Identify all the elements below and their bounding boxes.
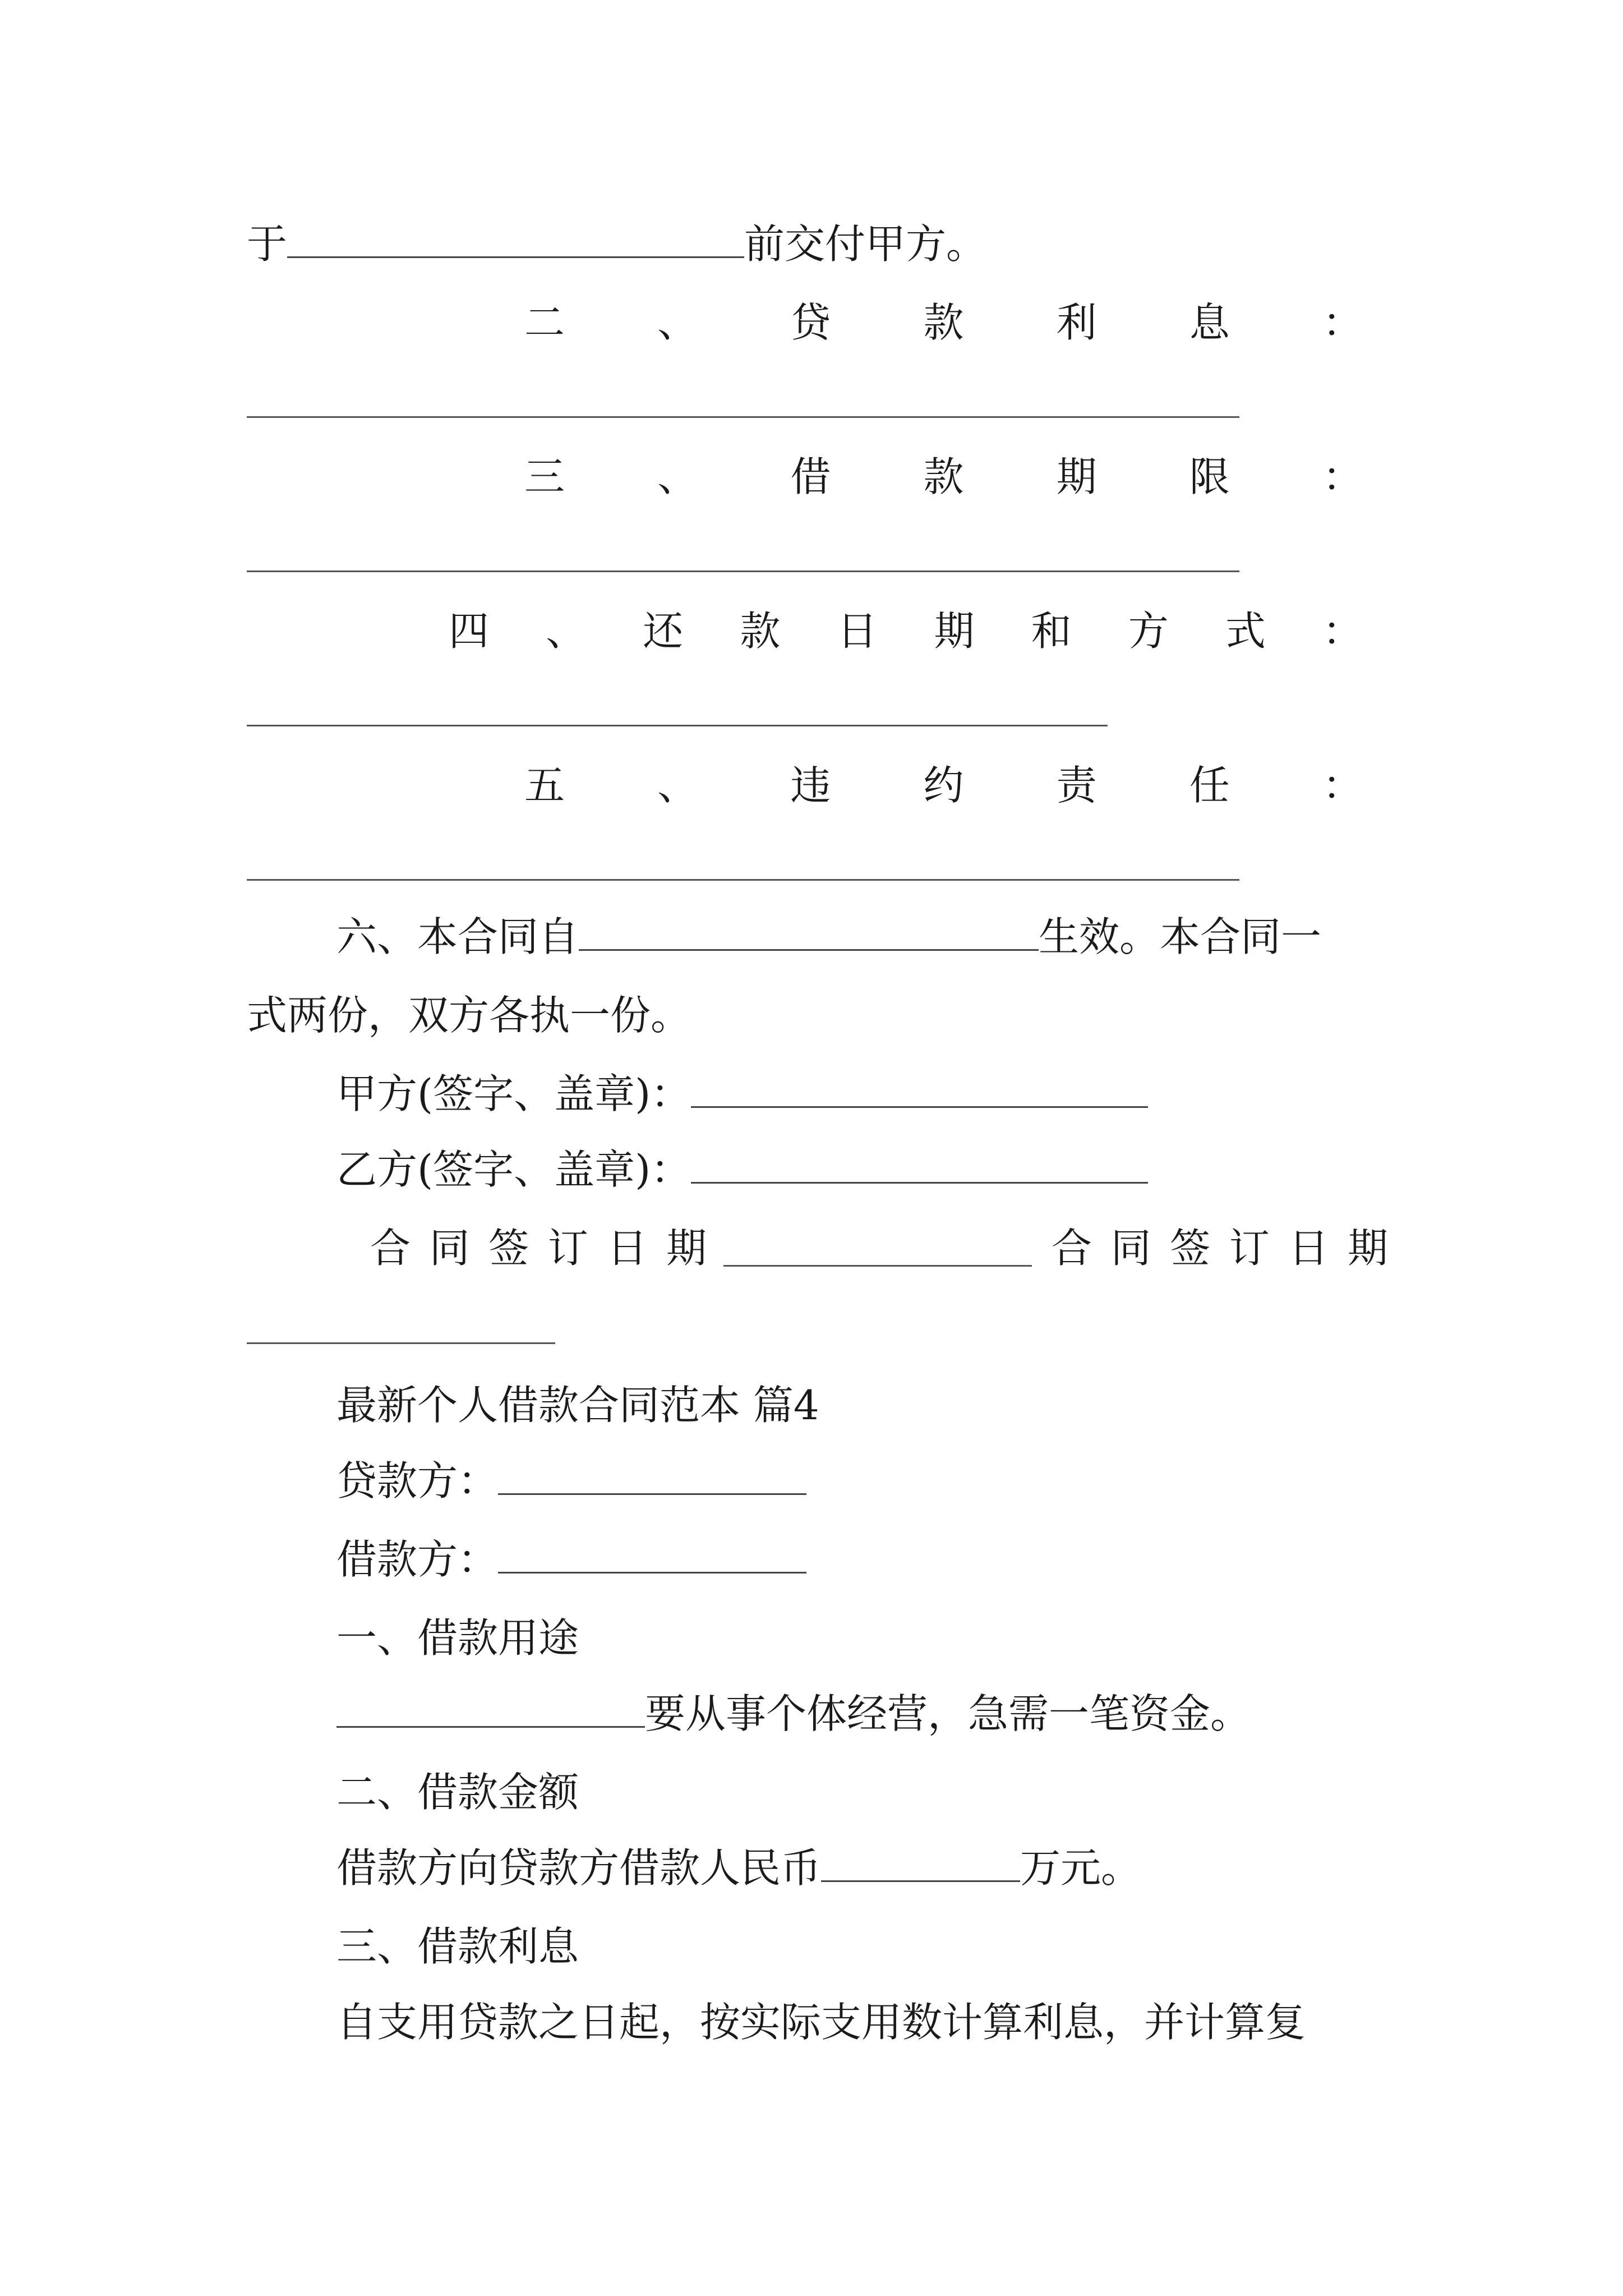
- heading-char: ：: [1322, 762, 1363, 809]
- blank-line: [247, 725, 1108, 726]
- heading-char: 息: [1189, 299, 1230, 346]
- blank-line: [247, 570, 1239, 572]
- heading-char: 贷: [790, 299, 831, 346]
- blank-field: [498, 1454, 806, 1495]
- text-char: 同: [1110, 1225, 1151, 1272]
- text-char: 期: [666, 1225, 707, 1272]
- text: 前交付甲方。: [744, 220, 987, 268]
- amount-text: [336, 1840, 1141, 1896]
- heading-char: 款: [923, 453, 964, 500]
- text-char: 订: [1229, 1225, 1270, 1272]
- blank-field: [691, 1067, 1148, 1108]
- heading-char: 三: [524, 453, 565, 500]
- section-title: 最新个人借款合同范本 篇4: [336, 1382, 819, 1429]
- heading-interest: [524, 295, 1363, 351]
- heading-char: 期: [934, 608, 975, 655]
- blank-field: [579, 910, 1039, 951]
- text-char: 日: [607, 1225, 648, 1272]
- heading-char: 约: [923, 762, 964, 809]
- heading-interest-section: 三、借款利息: [336, 1923, 579, 1970]
- heading-char: 、: [657, 453, 698, 500]
- heading-purpose: 一、借款用途: [336, 1614, 579, 1662]
- heading-char: ：: [1322, 299, 1363, 346]
- text-char: 同: [429, 1225, 470, 1272]
- text: 生效。本合同一: [1039, 913, 1322, 960]
- blank-field: [287, 217, 744, 258]
- text-char: 签: [1170, 1225, 1211, 1272]
- blank-field: [498, 1533, 806, 1573]
- heading-char: 、: [657, 762, 698, 809]
- blank-line: [247, 1342, 555, 1344]
- heading-char: ：: [1322, 453, 1363, 500]
- heading-char: 限: [1189, 453, 1230, 500]
- purpose-text: [336, 1686, 1251, 1742]
- heading-char: 还: [643, 608, 684, 655]
- heading-char: 任: [1189, 762, 1230, 809]
- text-char: 订: [547, 1225, 588, 1272]
- interest-text: 自支用贷款之日起，按实际支用数计算利息，并计算复: [336, 1999, 1306, 2046]
- blank-line: [247, 416, 1239, 418]
- text: 要从事个体经营，急需一笔资金。: [645, 1690, 1251, 1737]
- heading-char: 四: [449, 608, 490, 655]
- text: 借款方：: [336, 1536, 499, 1583]
- borrower-field: [336, 1531, 806, 1588]
- text: 于: [247, 220, 288, 268]
- party-a-signature: [336, 1066, 1148, 1122]
- blank-field: [336, 1687, 645, 1728]
- heading-char: 借: [790, 453, 831, 500]
- heading-amount: 二、借款金额: [336, 1769, 579, 1816]
- blank-line: [247, 879, 1239, 881]
- heading-breach: [524, 757, 1363, 813]
- blank-line: [723, 1265, 1032, 1267]
- heading-char: 期: [1056, 453, 1097, 500]
- party-b-signature: [336, 1142, 1148, 1198]
- heading-char: 五: [524, 762, 565, 809]
- heading-char: 、: [657, 299, 698, 346]
- clause-1-continuation: [247, 216, 986, 272]
- text-char: 合: [1052, 1225, 1092, 1272]
- heading-char: 和: [1031, 608, 1072, 655]
- blank-field: [691, 1143, 1148, 1184]
- heading-char: 二: [524, 299, 565, 346]
- heading-char: 款: [740, 608, 781, 655]
- heading-char: 方: [1128, 608, 1169, 655]
- heading-repayment: [449, 603, 1363, 659]
- heading-char: 、: [546, 608, 587, 655]
- text: 乙方(签字、盖章)：: [336, 1146, 691, 1193]
- heading-char: 责: [1056, 762, 1097, 809]
- heading-char: 日: [837, 608, 878, 655]
- blank-field: [821, 1841, 1020, 1882]
- text: 六、本合同自: [336, 913, 579, 960]
- clause-6: [336, 909, 1321, 965]
- heading-char: ：: [1322, 608, 1363, 655]
- lender-field: [336, 1453, 806, 1509]
- text: 贷款方：: [336, 1457, 499, 1504]
- text: 万元。: [1020, 1844, 1142, 1892]
- text-char: 日: [1288, 1225, 1329, 1272]
- heading-term: [524, 449, 1363, 505]
- heading-char: 款: [923, 299, 964, 346]
- heading-char: 违: [790, 762, 831, 809]
- text-char: 期: [1347, 1225, 1388, 1272]
- sign-date-label: [1052, 1220, 1388, 1276]
- clause-6-continuation: 式两份，双方各执一份。: [247, 992, 691, 1039]
- heading-char: 式: [1225, 608, 1266, 655]
- text-char: 签: [488, 1225, 529, 1272]
- sign-date-label: [370, 1220, 707, 1276]
- text: 借款方向贷款方借款人民币: [336, 1844, 822, 1892]
- text-char: 合: [370, 1225, 411, 1272]
- heading-char: 利: [1056, 299, 1097, 346]
- text: 甲方(签字、盖章)：: [336, 1070, 691, 1117]
